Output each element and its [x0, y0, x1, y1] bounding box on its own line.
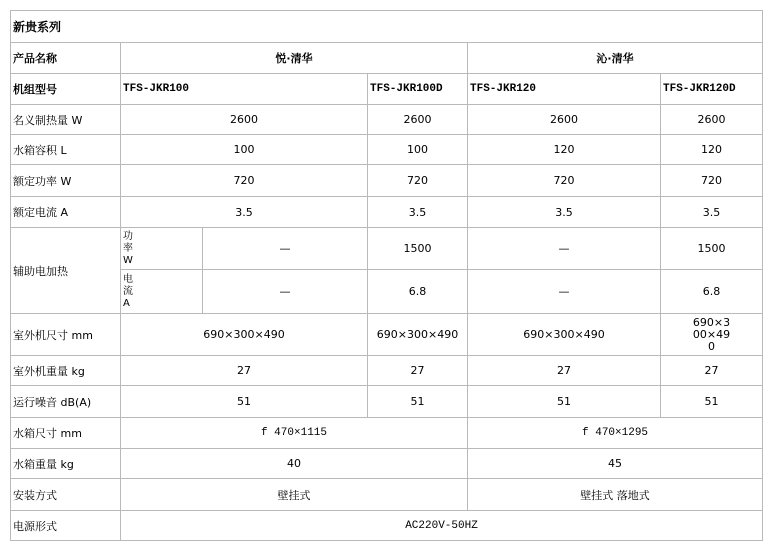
model-jkr100: TFS-JKR100 [121, 74, 368, 105]
aux-current-value-1: — [203, 270, 368, 314]
heat-value-4: 2600 [661, 105, 763, 135]
outdoor-size-row [11, 314, 763, 356]
outdoor-size-value-2: 690×300×490 [368, 314, 468, 356]
heat-label: 名义制热量 W [11, 105, 121, 135]
outdoor-weight-value-3: 27 [468, 356, 661, 386]
title-row [11, 11, 763, 43]
tank-weight-value-qin: 45 [468, 449, 763, 479]
model-jkr120: TFS-JKR120 [468, 74, 661, 105]
outdoor-weight-label: 室外机重量 kg [11, 356, 121, 386]
tank-size-label: 水箱尺寸 mm [11, 418, 121, 449]
aux-power-value-3: — [468, 228, 661, 270]
tank-volume-value-1: 100 [121, 135, 368, 165]
aux-current-label: 电流A [121, 270, 203, 314]
outdoor-size-value-3: 690×300×490 [468, 314, 661, 356]
outdoor-weight-value-1: 27 [121, 356, 368, 386]
outdoor-size-label: 室外机尺寸 mm [11, 314, 121, 356]
power-supply-row [11, 511, 763, 541]
power-value-4: 720 [661, 165, 763, 197]
table-title: 新贵系列 [11, 11, 763, 43]
aux-current-value-2: 6.8 [368, 270, 468, 314]
tank-volume-value-2: 100 [368, 135, 468, 165]
current-value-2: 3.5 [368, 197, 468, 228]
aux-power-value-4: 1500 [661, 228, 763, 270]
aux-power-row [11, 228, 763, 270]
current-value-3: 3.5 [468, 197, 661, 228]
install-value-yue: 壁挂式 [121, 479, 468, 511]
aux-power-label: 功率W [121, 228, 203, 270]
product-name-label: 产品名称 [11, 43, 121, 74]
install-value-qin: 壁挂式 落地式 [468, 479, 763, 511]
power-row [11, 165, 763, 197]
current-value-1: 3.5 [121, 197, 368, 228]
power-value-2: 720 [368, 165, 468, 197]
noise-row [11, 386, 763, 418]
aux-power-value-1: — [203, 228, 368, 270]
power-supply-label: 电源形式 [11, 511, 121, 541]
noise-value-2: 51 [368, 386, 468, 418]
tank-volume-label: 水箱容积 L [11, 135, 121, 165]
tank-size-value-yue: f 470×1115 [121, 418, 468, 449]
outdoor-size-value-1: 690×300×490 [121, 314, 368, 356]
tank-volume-row [11, 135, 763, 165]
aux-current-row [11, 270, 763, 314]
current-value-4: 3.5 [661, 197, 763, 228]
tank-size-value-qin: f 470×1295 [468, 418, 763, 449]
power-supply-value: AC220V-50HZ [121, 511, 763, 541]
spec-table [10, 10, 763, 541]
install-row [11, 479, 763, 511]
heat-value-3: 2600 [468, 105, 661, 135]
model-row [11, 74, 763, 105]
aux-current-value-4: 6.8 [661, 270, 763, 314]
tank-volume-value-3: 120 [468, 135, 661, 165]
model-label: 机组型号 [11, 74, 121, 105]
tank-weight-value-yue: 40 [121, 449, 468, 479]
tank-weight-row [11, 449, 763, 479]
current-row [11, 197, 763, 228]
noise-value-1: 51 [121, 386, 368, 418]
model-jkr100d: TFS-JKR100D [368, 74, 468, 105]
outdoor-size-value-4: 690×300×490 [661, 314, 763, 356]
heat-value-2: 2600 [368, 105, 468, 135]
noise-label: 运行噪音 dB(A) [11, 386, 121, 418]
noise-value-4: 51 [661, 386, 763, 418]
tank-weight-label: 水箱重量 kg [11, 449, 121, 479]
heat-row [11, 105, 763, 135]
outdoor-weight-value-4: 27 [661, 356, 763, 386]
aux-heating-label: 辅助电加热 [11, 228, 121, 314]
aux-current-value-3: — [468, 270, 661, 314]
model-jkr120d: TFS-JKR120D [661, 74, 763, 105]
tank-size-row [11, 418, 763, 449]
series-qin-qinghua: 沁·清华 [468, 43, 763, 74]
aux-power-value-2: 1500 [368, 228, 468, 270]
install-label: 安装方式 [11, 479, 121, 511]
series-yue-qinghua: 悦·清华 [121, 43, 468, 74]
noise-value-3: 51 [468, 386, 661, 418]
outdoor-weight-value-2: 27 [368, 356, 468, 386]
power-value-3: 720 [468, 165, 661, 197]
tank-volume-value-4: 120 [661, 135, 763, 165]
power-value-1: 720 [121, 165, 368, 197]
current-label: 额定电流 A [11, 197, 121, 228]
heat-value-1: 2600 [121, 105, 368, 135]
outdoor-weight-row [11, 356, 763, 386]
power-label: 额定功率 W [11, 165, 121, 197]
product-name-row [11, 43, 763, 74]
